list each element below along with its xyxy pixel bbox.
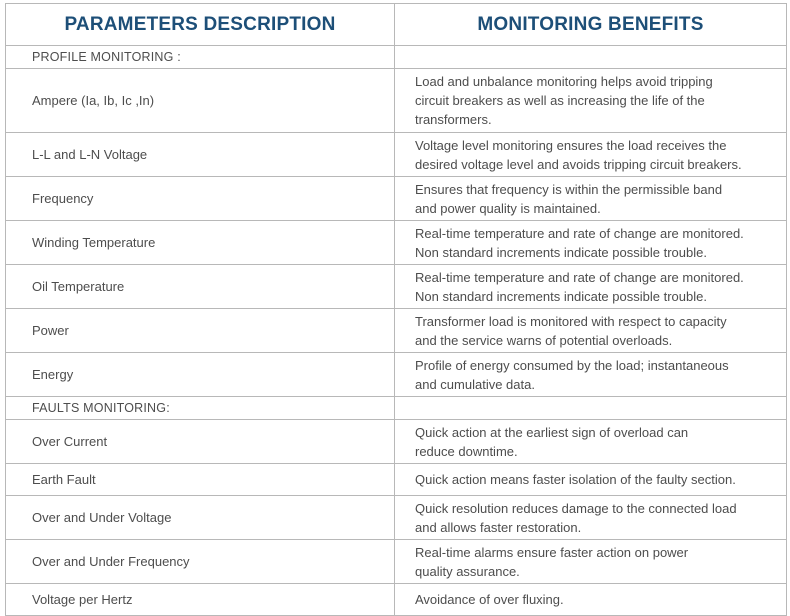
table-row [6, 464, 787, 496]
benefit-line: and power quality is maintained. [415, 200, 601, 216]
benefit-line: Profile of energy consumed by the load; instantaneous [415, 357, 729, 373]
benefit-line: Quick action means faster isolation of the faulty section. [415, 472, 736, 487]
parameter-cell: Energy [6, 353, 395, 397]
benefit-line: Ensures that frequency is within the permissible band [415, 181, 723, 197]
benefit-line: Load and unbalance monitoring helps avoid tripping [415, 74, 713, 89]
benefit-line: and cumulative data. [415, 376, 535, 392]
benefit-cell [395, 265, 787, 309]
benefit-line: Avoidance of over fluxing. [415, 592, 564, 607]
monitoring-table [5, 3, 787, 616]
benefit-line: Real-time temperature and rate of change are monitored. [415, 225, 744, 241]
parameter-cell: Ampere (Ia, Ib, Ic ,In) [6, 69, 395, 133]
benefit-line: Real-time alarms ensure faster action on power [415, 544, 689, 560]
section-title: PROFILE MONITORING : [6, 46, 395, 69]
benefit-cell [395, 496, 787, 540]
parameter-cell: Winding Temperature [6, 221, 395, 265]
benefits-header: MONITORING BENEFITS [395, 4, 787, 46]
table-row [6, 265, 787, 309]
benefit-line: Real-time temperature and rate of change are monitored. [415, 269, 744, 285]
table-row [6, 496, 787, 540]
benefit-cell [395, 353, 787, 397]
empty-cell [395, 397, 787, 420]
parameter-cell: Voltage per Hertz [6, 584, 395, 616]
benefit-line: and allows faster restoration. [415, 519, 582, 535]
benefit-line: Voltage level monitoring ensures the load receives the [415, 137, 727, 153]
benefit-cell [395, 221, 787, 265]
parameter-cell: Over and Under Frequency [6, 540, 395, 584]
benefit-cell [395, 133, 787, 177]
empty-cell [395, 46, 787, 69]
parameter-cell: Over Current [6, 420, 395, 464]
benefit-line: Transformer load is monitored with respect to capacity [415, 313, 727, 329]
benefit-line: desired voltage level and avoids tripping circuit breakers. [415, 156, 742, 172]
benefit-cell [395, 420, 787, 464]
benefit-line: Non standard increments indicate possible trouble. [415, 244, 707, 260]
section-row-faults [6, 397, 787, 420]
table-row [6, 309, 787, 353]
benefit-cell [395, 584, 787, 616]
benefit-line: transformers. [415, 112, 492, 127]
parameter-cell: Oil Temperature [6, 265, 395, 309]
benefit-line: circuit breakers as well as increasing the life of the [415, 93, 705, 108]
table-row [6, 69, 787, 133]
table-row [6, 133, 787, 177]
table-row [6, 540, 787, 584]
parameter-cell: Earth Fault [6, 464, 395, 496]
benefit-line: Non standard increments indicate possible trouble. [415, 288, 707, 304]
benefit-line: reduce downtime. [415, 443, 518, 459]
benefit-cell [395, 177, 787, 221]
parameter-cell: Frequency [6, 177, 395, 221]
benefit-cell [395, 309, 787, 353]
benefit-cell [395, 69, 787, 133]
table-row [6, 353, 787, 397]
benefit-cell [395, 464, 787, 496]
benefit-line: Quick action at the earliest sign of overload can [415, 424, 689, 440]
table-row [6, 221, 787, 265]
table-row [6, 177, 787, 221]
table-row [6, 420, 787, 464]
section-title: FAULTS MONITORING: [6, 397, 395, 420]
table-row [6, 584, 787, 616]
benefit-cell [395, 540, 787, 584]
parameter-cell: L-L and L-N Voltage [6, 133, 395, 177]
benefit-line: Quick resolution reduces damage to the connected load [415, 500, 737, 516]
section-row-profile [6, 46, 787, 69]
benefit-line: quality assurance. [415, 563, 520, 579]
benefit-line: and the service warns of potential overloads. [415, 332, 673, 348]
table-header-row [6, 4, 787, 46]
parameters-header: PARAMETERS DESCRIPTION [6, 4, 395, 46]
parameter-cell: Power [6, 309, 395, 353]
parameter-cell: Over and Under Voltage [6, 496, 395, 540]
